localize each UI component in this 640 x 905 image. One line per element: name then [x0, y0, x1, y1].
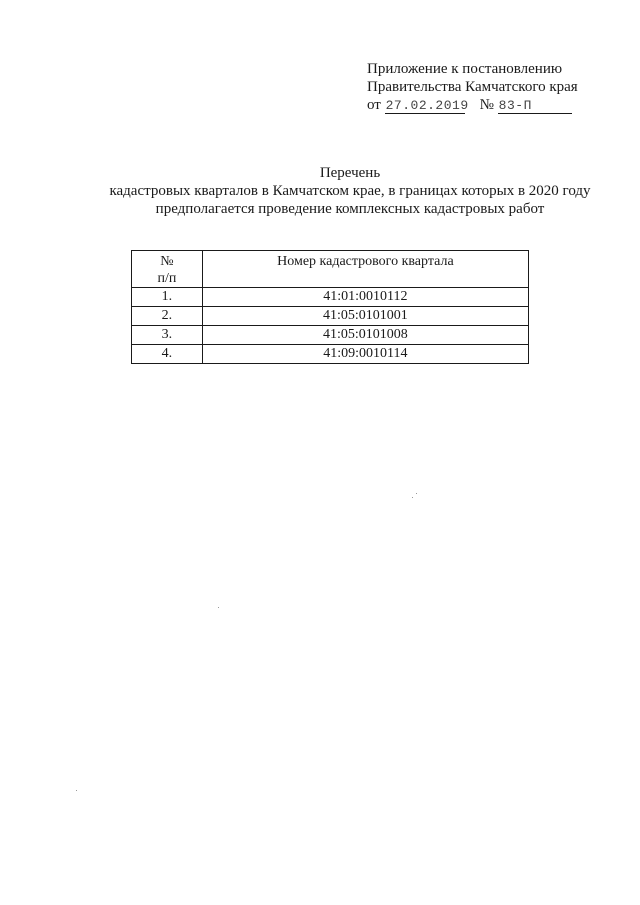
scan-speck: [218, 607, 219, 608]
appendix-date-line: [367, 96, 578, 114]
number-value: 83-П: [498, 98, 532, 113]
table-row: [132, 345, 529, 364]
number-prefix: №: [479, 97, 494, 113]
cadastral-quarters-table: [131, 250, 529, 364]
title-line-2: кадастровых кварталов в Камчатском крае, в границах которых в 2020 году: [109, 183, 591, 199]
scan-speck: [76, 790, 77, 791]
date-value: 27.02.2019: [385, 98, 469, 113]
scan-speck: [416, 493, 417, 494]
header-quarter: Номер кадастрового квартала: [202, 251, 528, 288]
title-line-3: предполагается проведение комплексных кадастровых работ: [155, 201, 545, 217]
row-quarter: 41:01:0010112: [202, 288, 528, 307]
row-number: 3.: [132, 326, 203, 345]
header-number: [132, 251, 203, 288]
header-number-line-2: п/п: [157, 271, 177, 286]
row-quarter: 41:05:0101008: [202, 326, 528, 345]
title-line-1: Перечень: [319, 165, 381, 181]
number-field: [498, 98, 572, 114]
date-field: [385, 98, 469, 114]
table-header-row: [132, 251, 529, 288]
header-number-line-1: №: [160, 254, 174, 269]
appendix-line-1: Приложение к постановлению: [367, 61, 563, 77]
table-row: [132, 326, 529, 345]
row-number: 2.: [132, 307, 203, 326]
row-number: 4.: [132, 345, 203, 364]
row-quarter: 41:05:0101001: [202, 307, 528, 326]
row-quarter: 41:09:0010114: [202, 345, 528, 364]
row-number: 1.: [132, 288, 203, 307]
table-row: [132, 307, 529, 326]
appendix-line-2: Правительства Камчатского края: [367, 79, 578, 95]
scan-speck: [412, 497, 413, 498]
document-title: [80, 164, 620, 218]
date-prefix: от: [367, 97, 381, 113]
table-row: [132, 288, 529, 307]
appendix-header: [367, 60, 578, 114]
